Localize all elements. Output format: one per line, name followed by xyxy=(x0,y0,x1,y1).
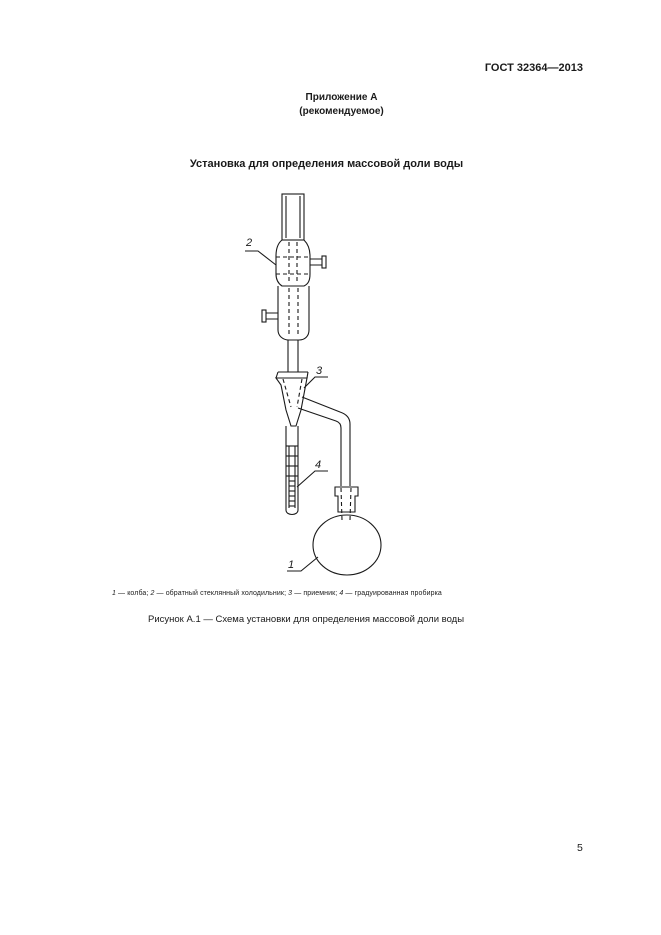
standard-number: ГОСТ 32364—2013 xyxy=(484,62,583,74)
reflux-condenser xyxy=(276,240,326,286)
callout-3: 3 xyxy=(316,365,323,377)
callout-1: 1 xyxy=(288,559,295,571)
callout-leader-2 xyxy=(245,251,276,265)
graduated-tube xyxy=(286,426,298,515)
callout-leader-4 xyxy=(297,471,328,487)
figure-caption: Рисунок А.1 — Схема установки для определения массовой доли воды xyxy=(148,614,465,625)
annex-note: (рекомендуемое) xyxy=(299,106,384,117)
page-number: 5 xyxy=(577,842,583,854)
round-flask xyxy=(313,515,381,575)
callout-2: 2 xyxy=(246,237,253,249)
annex-title: Приложение А xyxy=(305,92,378,103)
condenser-jacket xyxy=(262,286,309,372)
receiver-trap xyxy=(276,372,350,486)
figure-heading: Установка для определения массовой доли воды xyxy=(189,158,464,170)
callout-4: 4 xyxy=(315,459,322,471)
figure-legend: 1 — колба; 2 — обратный стеклянный холодильник; 3 — приемник; 4 — градуированная пробирка xyxy=(112,590,442,597)
callout-leader-3 xyxy=(304,377,328,388)
condenser-top-tube xyxy=(282,194,304,240)
